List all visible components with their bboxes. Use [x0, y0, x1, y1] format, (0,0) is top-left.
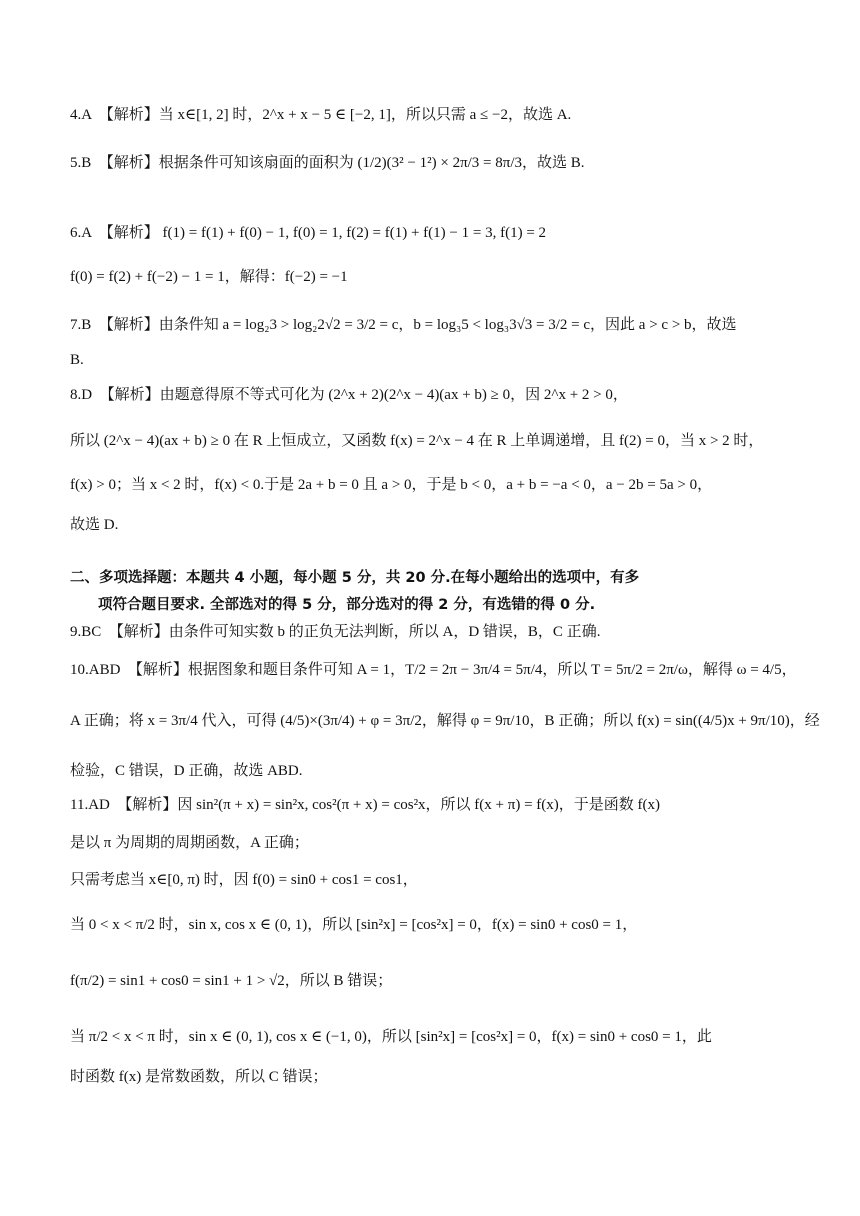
answer-11-line7: 时函数 f(x) 是常数函数，所以 C 错误；	[70, 1069, 328, 1085]
answer-6-line1: 6.A 【解析】 f(1) = f(1) + f(0) − 1, f(0) = 1, f(2) = f(1) + f(1) − 1 = 3, f(1) = 2	[70, 225, 547, 241]
answer-10-line3: 检验，C 错误，D 正确，故选 ABD.	[70, 763, 303, 779]
answer-7-line1: 7.B 【解析】由条件知 a = log₂3 > log₂2√2 = 3/2 = c，b = log₃5 < log₃3√3 = 3/2 = c，因此 a > c > b，故选	[70, 317, 737, 333]
section-2-heading-cont: 项符合题目要求. 全部选对的得 5 分，部分选对的得 2 分，有选错的得 0 分.	[98, 597, 596, 613]
answer-11-line6: 当 π/2 < x < π 时，sin x ∈ (0, 1), cos x ∈ (−1, 0)，所以 [sin²x] = [cos²x] = 0，f(x) = sin0 + cos0 = 1，此	[70, 1029, 712, 1045]
answer-11-line3: 只需考虑当 x∈[0, π) 时，因 f(0) = sin0 + cos1 = cos1，	[70, 872, 418, 888]
answer-5: 5.B 【解析】根据条件可知该扇面的面积为 (1/2)(3² − 1²) × 2π/3 = 8π/3，故选 B.	[70, 155, 585, 171]
answer-8-line1: 8.D 【解析】由题意得原不等式可化为 (2^x + 2)(2^x − 4)(ax + b) ≥ 0，因 2^x + 2 > 0，	[70, 387, 628, 403]
answer-7-line2: B.	[70, 352, 84, 368]
answer-10-line1: 10.ABD 【解析】根据图象和题目条件可知 A = 1，T/2 = 2π − 3π/4 = 5π/4，所以 T = 5π/2 = 2π/ω，解得 ω = 4/5，	[70, 662, 797, 678]
answer-11-line2: 是以 π 为周期的周期函数，A 正确；	[70, 835, 309, 851]
answer-11-line1: 11.AD 【解析】因 sin²(π + x) = sin²x, cos²(π + x) = cos²x，所以 f(x + π) = f(x)，于是函数 f(x)	[70, 797, 661, 813]
answer-11-line5: f(π/2) = sin1 + cos0 = sin1 + 1 > √2，所以 B 错误；	[70, 973, 393, 989]
answer-11-line4: 当 0 < x < π/2 时，sin x, cos x ∈ (0, 1)，所以 [sin²x] = [cos²x] = 0，f(x) = sin0 + cos0 = 1，	[70, 917, 638, 933]
answer-6-line2: f(0) = f(2) + f(−2) − 1 = 1，解得：f(−2) = −1	[70, 269, 348, 285]
answer-10-line2: A 正确；将 x = 3π/4 代入，可得 (4/5)×(3π/4) + φ = 3π/2，解得 φ = 9π/10，B 正确；所以 f(x) = sin((4/5)x + 9π/10)，经	[70, 713, 820, 729]
answer-9: 9.BC 【解析】由条件可知实数 b 的正负无法判断，所以 A，D 错误，B，C 正确.	[70, 624, 601, 640]
answer-8-line3: f(x) > 0；当 x < 2 时，f(x) < 0.于是 2a + b = 0 且 a > 0，于是 b < 0，a + b = −a < 0，a − 2b = 5a > 0，	[70, 477, 713, 493]
answer-8-line4: 故选 D.	[70, 517, 119, 533]
answer-4: 4.A 【解析】当 x∈[1, 2] 时，2^x + x − 5 ∈ [−2, 1]，所以只需 a ≤ −2，故选 A.	[70, 107, 572, 123]
section-2-heading: 二、多项选择题：本题共 4 小题，每小题 5 分，共 20 分.在每小题给出的选项中，有多	[70, 570, 640, 586]
answer-8-line2: 所以 (2^x − 4)(ax + b) ≥ 0 在 R 上恒成立，又函数 f(x) = 2^x − 4 在 R 上单调递增，且 f(2) = 0，当 x > 2 时，	[70, 433, 764, 449]
